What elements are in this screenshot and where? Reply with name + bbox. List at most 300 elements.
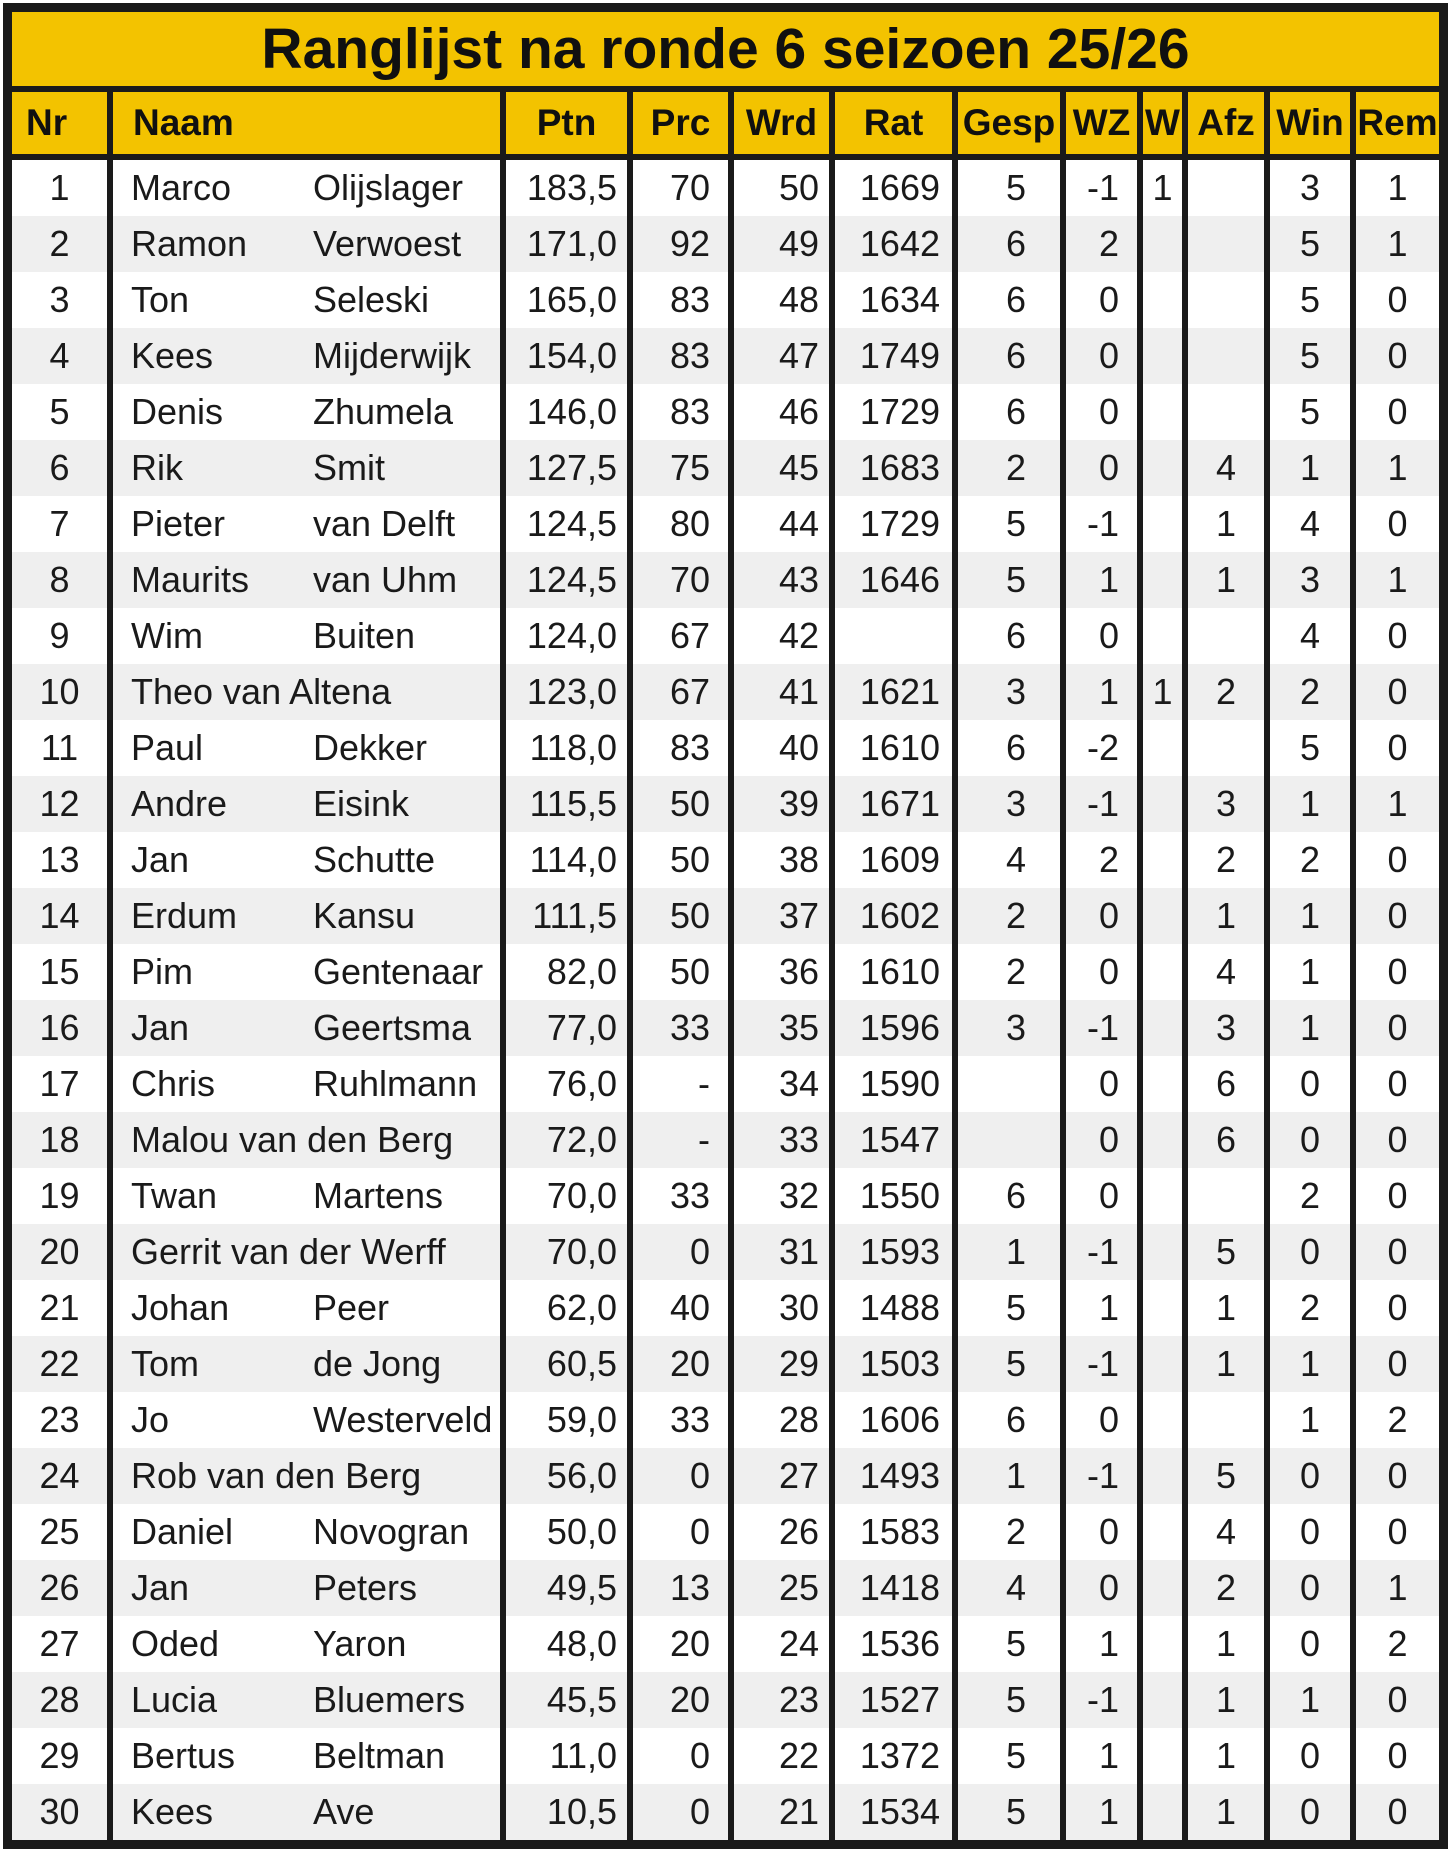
games-played-cell: 2 <box>952 944 1060 1000</box>
value-cell: 41 <box>728 664 829 720</box>
w-cell <box>1137 328 1182 384</box>
table-row <box>12 1728 1439 1784</box>
player-last-name: van Uhm <box>313 559 458 600</box>
rank-cell: 1 <box>49 167 70 208</box>
wins-cell: 1 <box>1264 1000 1350 1056</box>
games-played-cell: 6 <box>952 1168 1060 1224</box>
points-cell: 183,5 <box>500 160 627 216</box>
absences-cell: 1 <box>1182 1728 1264 1784</box>
column-header-gesp: Gesp <box>952 92 1060 154</box>
value-cell: 45 <box>728 440 829 496</box>
rank-cell: 24 <box>39 1455 80 1496</box>
value-cell: 32 <box>728 1168 829 1224</box>
value-cell: 42 <box>728 608 829 664</box>
player-first-name: Johan <box>131 1287 230 1328</box>
column-header-nr: Nr <box>26 102 68 143</box>
player-first-name: Jan <box>131 839 190 880</box>
percentage-cell: 50 <box>627 776 728 832</box>
wz-cell: 0 <box>1060 328 1137 384</box>
rating-cell: 1606 <box>829 1392 952 1448</box>
absences-cell: 1 <box>1182 1616 1264 1672</box>
absences-cell <box>1182 272 1264 328</box>
absences-cell: 6 <box>1182 1056 1264 1112</box>
rating-cell: 1634 <box>829 272 952 328</box>
wz-cell: 1 <box>1060 1616 1137 1672</box>
wz-cell: -1 <box>1060 496 1137 552</box>
player-last-name: Peters <box>313 1567 418 1608</box>
points-cell: 49,5 <box>500 1560 627 1616</box>
wz-cell: 0 <box>1060 888 1137 944</box>
player-first-name: Theo van Altena <box>131 671 392 712</box>
rating-cell: 1610 <box>829 944 952 1000</box>
wins-cell: 1 <box>1264 1672 1350 1728</box>
games-played-cell <box>952 1112 1060 1168</box>
absences-cell: 1 <box>1182 1672 1264 1728</box>
rank-cell: 10 <box>39 671 80 712</box>
name-cell <box>107 1616 500 1672</box>
rating-cell: 1609 <box>829 832 952 888</box>
games-played-cell: 3 <box>952 1000 1060 1056</box>
value-cell: 27 <box>728 1448 829 1504</box>
name-cell <box>107 832 500 888</box>
value-cell: 38 <box>728 832 829 888</box>
absences-cell: 3 <box>1182 776 1264 832</box>
name-cell <box>107 1504 500 1560</box>
percentage-cell: 83 <box>627 720 728 776</box>
player-first-name: Twan <box>131 1175 218 1216</box>
name-cell <box>107 1224 500 1280</box>
value-cell: 48 <box>728 272 829 328</box>
draws-cell: 1 <box>1350 160 1439 216</box>
draws-cell: 0 <box>1350 1504 1439 1560</box>
absences-cell: 3 <box>1182 1000 1264 1056</box>
wz-cell: -1 <box>1060 160 1137 216</box>
absences-cell: 5 <box>1182 1224 1264 1280</box>
w-cell <box>1137 1448 1182 1504</box>
rating-cell: 1671 <box>829 776 952 832</box>
points-cell: 10,5 <box>500 1784 627 1840</box>
draws-cell: 0 <box>1350 1168 1439 1224</box>
player-first-name: Maurits <box>131 559 250 600</box>
column-header-naam: Naam <box>107 92 500 154</box>
wz-cell: 0 <box>1060 272 1137 328</box>
rank-cell: 22 <box>39 1343 80 1384</box>
player-last-name: Mijderwijk <box>313 335 472 376</box>
column-header-wrd: Wrd <box>728 92 829 154</box>
points-cell: 56,0 <box>500 1448 627 1504</box>
draws-cell: 0 <box>1350 1784 1439 1840</box>
column-header-rat: Rat <box>829 92 952 154</box>
absences-cell: 1 <box>1182 496 1264 552</box>
player-last-name: Ruhlmann <box>313 1063 478 1104</box>
w-cell <box>1137 272 1182 328</box>
wz-cell: 0 <box>1060 1560 1137 1616</box>
table-row <box>12 216 1439 272</box>
wins-cell: 2 <box>1264 1280 1350 1336</box>
wins-cell: 2 <box>1264 832 1350 888</box>
draws-cell: 0 <box>1350 1224 1439 1280</box>
player-last-name: Verwoest <box>313 223 462 264</box>
wins-cell: 3 <box>1264 160 1350 216</box>
value-cell: 37 <box>728 888 829 944</box>
player-last-name: Smit <box>313 447 385 488</box>
player-last-name: Seleski <box>313 279 430 320</box>
name-cell <box>107 1728 500 1784</box>
table-row <box>12 1112 1439 1168</box>
rank-cell: 25 <box>39 1511 80 1552</box>
table-header-row <box>12 92 1439 160</box>
player-first-name: Pieter <box>131 503 226 544</box>
table-row <box>12 160 1439 216</box>
name-cell <box>107 776 500 832</box>
player-first-name: Pim <box>131 951 193 992</box>
wz-cell: 0 <box>1060 1112 1137 1168</box>
player-first-name: Oded <box>131 1623 220 1664</box>
w-cell <box>1137 1504 1182 1560</box>
wins-cell: 1 <box>1264 888 1350 944</box>
name-cell <box>107 1336 500 1392</box>
draws-cell: 1 <box>1350 1560 1439 1616</box>
percentage-cell: 0 <box>627 1224 728 1280</box>
rank-cell: 19 <box>39 1175 80 1216</box>
rank-cell: 20 <box>39 1231 80 1272</box>
games-played-cell: 6 <box>952 272 1060 328</box>
points-cell: 123,0 <box>500 664 627 720</box>
wz-cell: 0 <box>1060 608 1137 664</box>
games-played-cell: 2 <box>952 888 1060 944</box>
games-played-cell: 1 <box>952 1448 1060 1504</box>
wz-cell: 1 <box>1060 552 1137 608</box>
value-cell: 30 <box>728 1280 829 1336</box>
absences-cell <box>1182 216 1264 272</box>
rating-cell: 1488 <box>829 1280 952 1336</box>
absences-cell <box>1182 328 1264 384</box>
player-first-name: Jo <box>131 1399 170 1440</box>
draws-cell: 0 <box>1350 1448 1439 1504</box>
points-cell: 62,0 <box>500 1280 627 1336</box>
table-body <box>12 160 1439 1840</box>
rank-cell: 2 <box>49 223 70 264</box>
percentage-cell: 70 <box>627 552 728 608</box>
player-last-name: Buiten <box>313 615 416 656</box>
player-last-name: Eisink <box>313 783 410 824</box>
rating-cell: 1596 <box>829 1000 952 1056</box>
player-last-name: Peer <box>313 1287 390 1328</box>
wz-cell: -2 <box>1060 720 1137 776</box>
name-cell <box>107 1056 500 1112</box>
points-cell: 154,0 <box>500 328 627 384</box>
games-played-cell: 5 <box>952 1336 1060 1392</box>
value-cell: 33 <box>728 1112 829 1168</box>
w-cell <box>1137 1336 1182 1392</box>
wins-cell: 5 <box>1264 328 1350 384</box>
percentage-cell: 20 <box>627 1336 728 1392</box>
games-played-cell: 5 <box>952 552 1060 608</box>
points-cell: 11,0 <box>500 1728 627 1784</box>
w-cell <box>1137 216 1182 272</box>
name-cell <box>107 1448 500 1504</box>
w-cell <box>1137 1056 1182 1112</box>
rank-cell: 26 <box>39 1567 80 1608</box>
name-cell <box>107 1784 500 1840</box>
games-played-cell: 6 <box>952 328 1060 384</box>
w-cell <box>1137 1728 1182 1784</box>
percentage-cell: 75 <box>627 440 728 496</box>
table-row <box>12 1784 1439 1840</box>
rank-cell: 4 <box>49 335 70 376</box>
player-last-name: van Delft <box>313 503 456 544</box>
percentage-cell: - <box>627 1112 728 1168</box>
rank-cell: 16 <box>39 1007 80 1048</box>
wins-cell: 0 <box>1264 1056 1350 1112</box>
wz-cell: 0 <box>1060 1168 1137 1224</box>
games-played-cell: 4 <box>952 832 1060 888</box>
w-cell <box>1137 384 1182 440</box>
games-played-cell: 5 <box>952 496 1060 552</box>
player-first-name: Gerrit van der Werff <box>131 1231 446 1272</box>
games-played-cell: 6 <box>952 720 1060 776</box>
table-row <box>12 272 1439 328</box>
wz-cell: 0 <box>1060 384 1137 440</box>
draws-cell: 0 <box>1350 1672 1439 1728</box>
w-cell <box>1137 440 1182 496</box>
draws-cell: 0 <box>1350 328 1439 384</box>
points-cell: 48,0 <box>500 1616 627 1672</box>
rank-cell: 6 <box>49 447 70 488</box>
value-cell: 31 <box>728 1224 829 1280</box>
percentage-cell: - <box>627 1056 728 1112</box>
absences-cell: 1 <box>1182 888 1264 944</box>
games-played-cell: 5 <box>952 1616 1060 1672</box>
w-cell <box>1137 552 1182 608</box>
games-played-cell: 6 <box>952 608 1060 664</box>
wz-cell: 1 <box>1060 1784 1137 1840</box>
wz-cell: 2 <box>1060 216 1137 272</box>
name-cell <box>107 1000 500 1056</box>
player-first-name: Jan <box>131 1567 190 1608</box>
rating-cell: 1534 <box>829 1784 952 1840</box>
draws-cell: 1 <box>1350 776 1439 832</box>
player-last-name: Kansu <box>313 895 416 936</box>
rating-cell: 1547 <box>829 1112 952 1168</box>
name-cell <box>107 944 500 1000</box>
value-cell: 43 <box>728 552 829 608</box>
absences-cell: 4 <box>1182 944 1264 1000</box>
column-header-win: Win <box>1264 92 1350 154</box>
w-cell <box>1137 496 1182 552</box>
table-row <box>12 664 1439 720</box>
percentage-cell: 50 <box>627 944 728 1000</box>
w-cell <box>1137 1224 1182 1280</box>
points-cell: 76,0 <box>500 1056 627 1112</box>
rank-cell: 12 <box>39 783 80 824</box>
player-first-name: Chris <box>131 1063 216 1104</box>
name-cell <box>107 1392 500 1448</box>
games-played-cell: 6 <box>952 384 1060 440</box>
rank-cell: 27 <box>39 1623 80 1664</box>
games-played-cell: 5 <box>952 1784 1060 1840</box>
wz-cell: -1 <box>1060 1000 1137 1056</box>
absences-cell: 6 <box>1182 1112 1264 1168</box>
wz-cell: 1 <box>1060 664 1137 720</box>
player-last-name: Yaron <box>313 1623 407 1664</box>
player-first-name: Wim <box>131 615 203 656</box>
w-cell <box>1137 776 1182 832</box>
percentage-cell: 0 <box>627 1728 728 1784</box>
absences-cell: 5 <box>1182 1448 1264 1504</box>
draws-cell: 0 <box>1350 496 1439 552</box>
name-cell <box>107 664 500 720</box>
w-cell <box>1137 1280 1182 1336</box>
rating-cell: 1590 <box>829 1056 952 1112</box>
rating-cell: 1729 <box>829 384 952 440</box>
points-cell: 70,0 <box>500 1224 627 1280</box>
column-header-w: W <box>1137 92 1182 154</box>
rating-cell: 1642 <box>829 216 952 272</box>
percentage-cell: 33 <box>627 1000 728 1056</box>
games-played-cell: 3 <box>952 664 1060 720</box>
draws-cell: 1 <box>1350 440 1439 496</box>
rank-cell: 13 <box>39 839 80 880</box>
value-cell: 40 <box>728 720 829 776</box>
wins-cell: 1 <box>1264 776 1350 832</box>
absences-cell <box>1182 720 1264 776</box>
percentage-cell: 67 <box>627 664 728 720</box>
value-cell: 36 <box>728 944 829 1000</box>
rating-cell: 1749 <box>829 328 952 384</box>
table-row <box>12 944 1439 1000</box>
wins-cell: 5 <box>1264 384 1350 440</box>
wz-cell: -1 <box>1060 1672 1137 1728</box>
games-played-cell: 2 <box>952 440 1060 496</box>
draws-cell: 0 <box>1350 888 1439 944</box>
value-cell: 49 <box>728 216 829 272</box>
rank-cell: 21 <box>39 1287 80 1328</box>
rank-cell: 15 <box>39 951 80 992</box>
percentage-cell: 33 <box>627 1392 728 1448</box>
points-cell: 72,0 <box>500 1112 627 1168</box>
name-cell <box>107 272 500 328</box>
games-played-cell: 1 <box>952 1224 1060 1280</box>
percentage-cell: 67 <box>627 608 728 664</box>
percentage-cell: 40 <box>627 1280 728 1336</box>
points-cell: 50,0 <box>500 1504 627 1560</box>
player-first-name: Rob van den Berg <box>131 1455 422 1496</box>
player-first-name: Paul <box>131 727 204 768</box>
wz-cell: 1 <box>1060 1728 1137 1784</box>
value-cell: 50 <box>728 160 829 216</box>
points-cell: 146,0 <box>500 384 627 440</box>
value-cell: 26 <box>728 1504 829 1560</box>
rating-cell: 1493 <box>829 1448 952 1504</box>
value-cell: 21 <box>728 1784 829 1840</box>
value-cell: 22 <box>728 1728 829 1784</box>
percentage-cell: 83 <box>627 384 728 440</box>
rank-cell: 17 <box>39 1063 80 1104</box>
name-cell <box>107 608 500 664</box>
wins-cell: 1 <box>1264 440 1350 496</box>
wz-cell: 2 <box>1060 832 1137 888</box>
draws-cell: 1 <box>1350 216 1439 272</box>
games-played-cell <box>952 1056 1060 1112</box>
player-first-name: Daniel <box>131 1511 234 1552</box>
player-first-name: Marco <box>131 167 232 208</box>
w-cell: 1 <box>1137 160 1182 216</box>
wins-cell: 0 <box>1264 1504 1350 1560</box>
games-played-cell: 6 <box>952 216 1060 272</box>
table-row <box>12 1224 1439 1280</box>
wins-cell: 5 <box>1264 720 1350 776</box>
value-cell: 28 <box>728 1392 829 1448</box>
draws-cell: 0 <box>1350 1280 1439 1336</box>
table-row <box>12 608 1439 664</box>
value-cell: 35 <box>728 1000 829 1056</box>
w-cell <box>1137 720 1182 776</box>
draws-cell: 0 <box>1350 1056 1439 1112</box>
name-cell <box>107 1560 500 1616</box>
player-last-name: Westerveld <box>313 1399 493 1440</box>
wz-cell: -1 <box>1060 776 1137 832</box>
percentage-cell: 0 <box>627 1784 728 1840</box>
name-cell <box>107 1280 500 1336</box>
points-cell: 124,5 <box>500 496 627 552</box>
player-first-name: Ramon <box>131 223 248 264</box>
points-cell: 45,5 <box>500 1672 627 1728</box>
table-row <box>12 1448 1439 1504</box>
table-row <box>12 832 1439 888</box>
w-cell <box>1137 1112 1182 1168</box>
w-cell <box>1137 608 1182 664</box>
wz-cell: -1 <box>1060 1448 1137 1504</box>
player-first-name: Jan <box>131 1007 190 1048</box>
value-cell: 47 <box>728 328 829 384</box>
rating-cell: 1372 <box>829 1728 952 1784</box>
table-row <box>12 1672 1439 1728</box>
table-row <box>12 328 1439 384</box>
rating-cell: 1536 <box>829 1616 952 1672</box>
w-cell <box>1137 1784 1182 1840</box>
player-last-name: Geertsma <box>313 1007 472 1048</box>
rating-cell: 1583 <box>829 1504 952 1560</box>
draws-cell: 0 <box>1350 1000 1439 1056</box>
column-header-rem: Rem <box>1350 92 1439 154</box>
rank-cell: 18 <box>39 1119 80 1160</box>
draws-cell: 2 <box>1350 1616 1439 1672</box>
value-cell: 24 <box>728 1616 829 1672</box>
draws-cell: 2 <box>1350 1392 1439 1448</box>
player-first-name: Denis <box>131 391 224 432</box>
player-last-name: Bluemers <box>313 1679 466 1720</box>
rating-cell <box>829 608 952 664</box>
percentage-cell: 83 <box>627 328 728 384</box>
player-last-name: Ave <box>313 1791 375 1832</box>
points-cell: 124,5 <box>500 552 627 608</box>
table-row <box>12 496 1439 552</box>
points-cell: 77,0 <box>500 1000 627 1056</box>
points-cell: 82,0 <box>500 944 627 1000</box>
player-first-name: Erdum <box>131 895 238 936</box>
absences-cell <box>1182 160 1264 216</box>
draws-cell: 0 <box>1350 1336 1439 1392</box>
absences-cell <box>1182 384 1264 440</box>
name-cell <box>107 496 500 552</box>
draws-cell: 0 <box>1350 720 1439 776</box>
wz-cell: 0 <box>1060 1392 1137 1448</box>
draws-cell: 0 <box>1350 944 1439 1000</box>
points-cell: 60,5 <box>500 1336 627 1392</box>
player-last-name: Martens <box>313 1175 444 1216</box>
wins-cell: 5 <box>1264 216 1350 272</box>
